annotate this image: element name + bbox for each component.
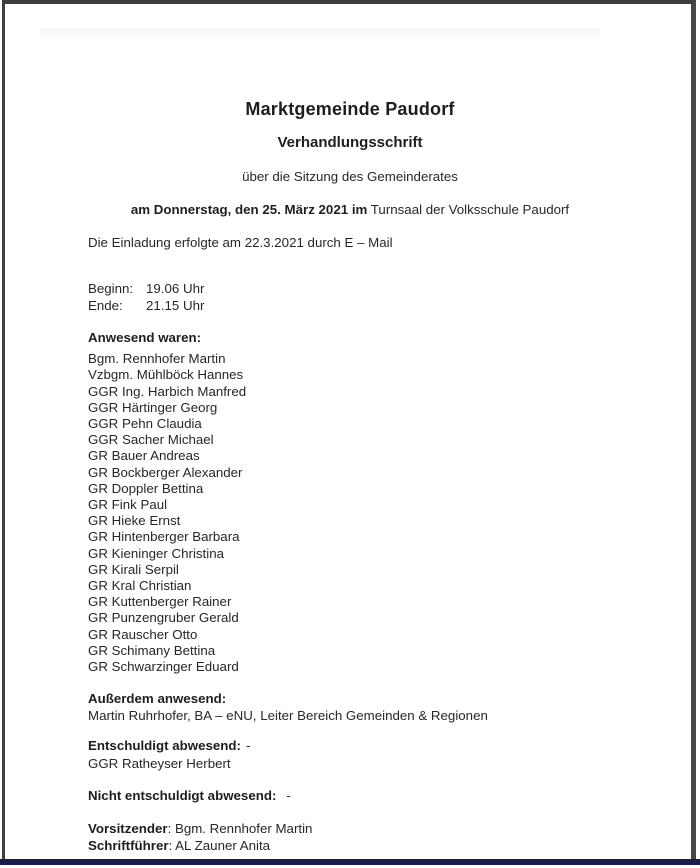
excused-heading-row [88,737,670,755]
scan-smudge-artifact [40,28,600,42]
attendee-name: GR Kral Christian [88,578,192,594]
session-location-regular: Turnsaal der Volksschule Paudorf [367,202,570,217]
session-date-location-line [0,202,700,217]
attendee-name: GR Fink Paul [88,497,168,513]
session-date-bold: am Donnerstag, den 25. März 2021 im [130,202,368,217]
attendee-name: GR Doppler Bettina [88,480,204,496]
also-present-section [88,691,670,725]
also-present-heading: Außerdem anwesend: [88,691,227,706]
attendee-name: GR Kirali Serpil [88,561,179,577]
end-time-value: 21.15 Uhr [146,297,205,313]
attendees-section [88,330,670,675]
begin-time-value: 19.06 Uhr [146,281,205,296]
attendees-heading: Anwesend waren: [88,330,202,345]
subject-line: über die Sitzung des Gemeinderates [242,169,458,184]
attendee-name: GR Hieke Ernst [88,513,181,529]
unexcused-heading: Nicht entschuldigt abwesend: [88,788,277,803]
chair-value: : Bgm. Rennhofer Martin [167,821,313,836]
chair-label: Vorsitzender [88,821,168,836]
secretary-line [88,837,670,854]
unexcused-section [88,788,670,803]
attendee-name: GR Bauer Andreas [88,448,200,464]
attendee-name: GR Kuttenberger Rainer [88,594,232,610]
excused-person: GGR Ratheyser Herbert [88,755,231,771]
attendee-name: Bgm. Rennhofer Martin [88,351,226,367]
signatories-section [88,820,670,854]
attendee-name: GR Rauscher Otto [88,626,198,642]
attendee-name: GGR Pehn Claudia [88,416,202,432]
page-title: Marktgemeinde Paudorf [245,99,455,119]
begin-time-row [88,281,670,298]
document-subtitle: Verhandlungsschrift [277,134,423,151]
attendee-name: Vzbgm. Mühlböck Hannes [88,367,244,383]
attendee-name: GR Kieninger Christina [88,545,224,561]
secretary-value: : AL Zauner Anita [168,838,271,853]
attendee-name: GGR Sacher Michael [88,432,214,448]
excused-section [88,737,670,772]
scan-bottom-navy-bar [0,859,700,865]
times-block [88,281,670,314]
also-present-person: Martin Ruhrhofer, BA – eNU, Leiter Bereich Gemeinden & Regionen [88,707,488,723]
attendee-name: GGR Härtinger Georg [88,399,218,415]
end-time-row [88,298,670,315]
attendee-name: GR Schimany Bettina [88,642,216,658]
excused-heading: Entschuldigt abwesend: [88,738,241,753]
chair-line [88,820,670,837]
attendee-name: GR Punzengruber Gerald [88,610,239,626]
attendee-name: GR Hintenberger Barbara [88,529,240,545]
attendee-name: GGR Ing. Harbich Manfred [88,383,247,399]
secretary-label: Schriftführer [88,838,169,853]
invitation-line: Die Einladung erfolgte am 22.3.2021 durch E – Mail [88,235,393,250]
attendees-list [88,351,670,675]
end-time-label: Ende: [88,297,123,313]
attendee-name: GR Bockberger Alexander [88,464,243,480]
excused-dash-marker: - [245,738,251,753]
attendee-name: GR Schwarzinger Eduard [88,659,239,675]
unexcused-dash-marker: - [286,788,291,803]
begin-time-label: Beginn: [88,281,134,296]
